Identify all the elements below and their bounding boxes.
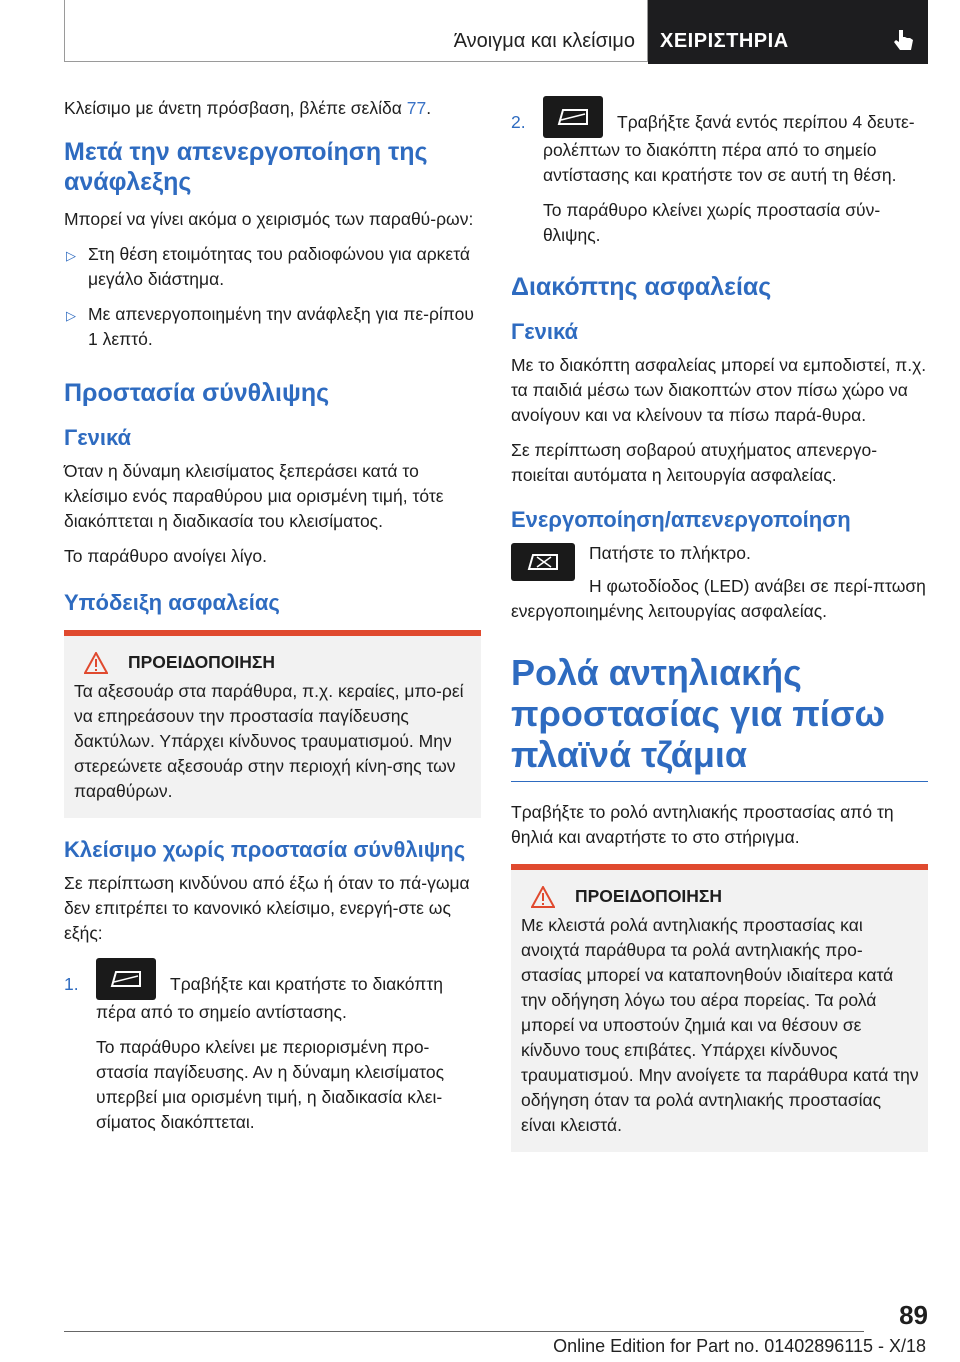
- step-1-detail: Το παράθυρο κλείνει με περιορισμένη προ-στασία παγίδευσης. Αν η δύναμη κλεισίματος υπερβεί μια ορισμένη τιμή, η διαδικασία κλει-σίματος διακόπτεται.: [96, 1037, 445, 1132]
- footer-divider: [64, 1331, 864, 1332]
- left-column: [64, 96, 481, 1145]
- step-number: 1.: [64, 974, 79, 994]
- footer-edition: Online Edition for Part no. 01402896115 - X/18: [553, 1336, 926, 1356]
- warning-header: ΠΡΟΕΙΔΟΠΟΙΗΣΗ: [521, 884, 920, 909]
- step-2-detail: Το παράθυρο κλείνει χωρίς προστασία σύν-θλιψης.: [543, 200, 881, 245]
- right-column: [511, 96, 928, 1170]
- list-item: ▷ Με απενεργοποιημένη την ανάφλεξη για πε-ρίπου 1 λεπτό.: [66, 304, 474, 349]
- window-switch-icon: [96, 958, 156, 1000]
- hand-pointer-icon: [888, 26, 918, 56]
- triangle-bullet-icon: ▷: [66, 248, 76, 263]
- warning-header: ΠΡΟΕΙΔΟΠΟΙΗΣΗ: [74, 650, 473, 675]
- paragraph-pinch-2: Το παράθυρο ανοίγει λίγο.: [64, 546, 268, 566]
- chapter-heading-block: [511, 652, 928, 782]
- list-item: ▷ Στη θέση ετοιμότητας του ραδιοφώνου για αρκετά μεγάλο διάστημα.: [66, 244, 471, 289]
- warning-text: Τα αξεσουάρ στα παράθυρα, π.χ. κεραίες, μπο-ρεί να επηρεάσουν την προστασία παγίδευσης δακτύλων. Υπάρχει κίνδυνος τραυματισμού. Μην στερεώνετε αξεσουάρ στην περιοχή κίνη-σης των παραθύρων.: [74, 681, 464, 801]
- warning-text: Με κλειστά ρολά αντηλιακής προστασίας και ανοιχτά παράθυρα τα ρολά αντηλιακής προ-στασίας μπορεί να καταπονηθούν ιδιαίτερα κατά την οδήγηση λόγω του αέρα πορείας. Τα ρολά μπορεί να υποστούν ζημιά και να θέσουν σε κίνδυνο τους επιβάτες. Υπάρχει κίνδυνος τραυματισμού. Μην ανοίγετε τα παράθυρα κατά την οδήγηση όταν τα ρολά αντηλιακής προστασίας είναι κλειστά.: [521, 915, 919, 1135]
- paragraph-safety-switch-2: Σε περίπτωση σοβαρού ατυχήματος απενεργο-ποιείται αυτόματα η λειτουργία ασφαλείας.: [511, 440, 878, 485]
- intro-paragraph: Κλείσιμο με άνετη πρόσβαση, βλέπε σελίδα 77.: [64, 98, 432, 118]
- heading-safety-switch: Διακόπτης ασφαλείας: [511, 273, 772, 301]
- heading-after-ignition-off: Μετά την απενεργοποίηση της ανάφλεξης: [64, 138, 428, 196]
- window-switch-icon: [543, 96, 603, 138]
- triangle-bullet-icon: ▷: [66, 308, 76, 323]
- step-1: 1. Τραβήξτε και κρατήστε το διακόπτη πέρα από το σημείο αντίστασης.: [64, 972, 481, 1025]
- step-2: 2. Τραβήξτε ξανά εντός περίπου 4 δευτε-ρολέπτων το διακόπτη πέρα από το σημείο αντίστασης και κρατήστε τον σε αυτή τη θέση.: [511, 110, 928, 188]
- paragraph-safety-switch-1: Με το διακόπτη ασφαλείας μπορεί να εμποδιστεί, π.χ. τα παιδιά μέσω των διακοπτών στον πίσω χώρο να ανοίγουν και να κλείνουν τα πίσω παρά-θυρα.: [511, 355, 927, 425]
- page-link[interactable]: 77: [406, 98, 427, 118]
- paragraph-after-ignition-off: Μπορεί να γίνει ακόμα ο χειρισμός των παραθύ-ρων:: [64, 209, 474, 229]
- header-section-box: [64, 0, 648, 62]
- header-section-title: Άνοιγμα και κλείσιμο: [453, 30, 635, 52]
- activation-line-2: Η φωτοδίοδος (LED) ανάβει σε περί-πτωση ενεργοποιημένης λειτουργίας ασφαλείας.: [511, 576, 926, 621]
- warning-triangle-icon: [531, 886, 555, 908]
- warning-box: [511, 864, 928, 1152]
- paragraph-sun-blinds: Τραβήξτε το ρολό αντηλιακής προστασίας από τη θηλιά και αναρτήστε το στο στήριγμα.: [511, 802, 894, 847]
- subheading-safety-note: Υπόδειξη ασφαλείας: [64, 590, 280, 615]
- page-header: [64, 0, 928, 64]
- heading-sun-blinds: Ρολά αντηλιακής προστασίας για πίσω πλαϊνά τζάμια: [511, 652, 885, 775]
- paragraph-close-without-protection: Σε περίπτωση κινδύνου από έξω ή όταν το πά-γωμα δεν επιτρέπει το κανονικό κλείσιμο, ενεργή-στε ως εξής:: [64, 873, 470, 943]
- activation-line-1: Πατήστε το πλήκτρο.: [589, 543, 751, 563]
- warning-triangle-icon: [84, 652, 108, 674]
- safety-switch-button-icon: [511, 543, 575, 581]
- step-number: 2.: [511, 112, 526, 132]
- warning-box: [64, 630, 481, 818]
- heading-pinch-protection: Προστασία σύνθλιψης: [64, 379, 330, 407]
- header-chapter-title: ΧΕΙΡΙΣΤΗΡΙΑ: [660, 30, 789, 52]
- subheading-general: Γενικά: [511, 319, 579, 344]
- paragraph-pinch-1: Όταν η δύναμη κλεισίματος ξεπεράσει κατά το κλείσιμο ενός παραθύρου μια ορισμένη τιμή, τότε διακόπτεται η διαδικασία του κλεισίματος.: [64, 461, 444, 531]
- header-chapter-box: [648, 0, 928, 64]
- page-number: 89: [899, 1300, 928, 1330]
- subheading-close-without-protection: Κλείσιμο χωρίς προστασία σύνθλιψης: [64, 837, 466, 862]
- subheading-general: Γενικά: [64, 425, 132, 450]
- subheading-activation: Ενεργοποίηση/απενεργοποίηση: [511, 507, 851, 532]
- activation-block: [511, 541, 928, 624]
